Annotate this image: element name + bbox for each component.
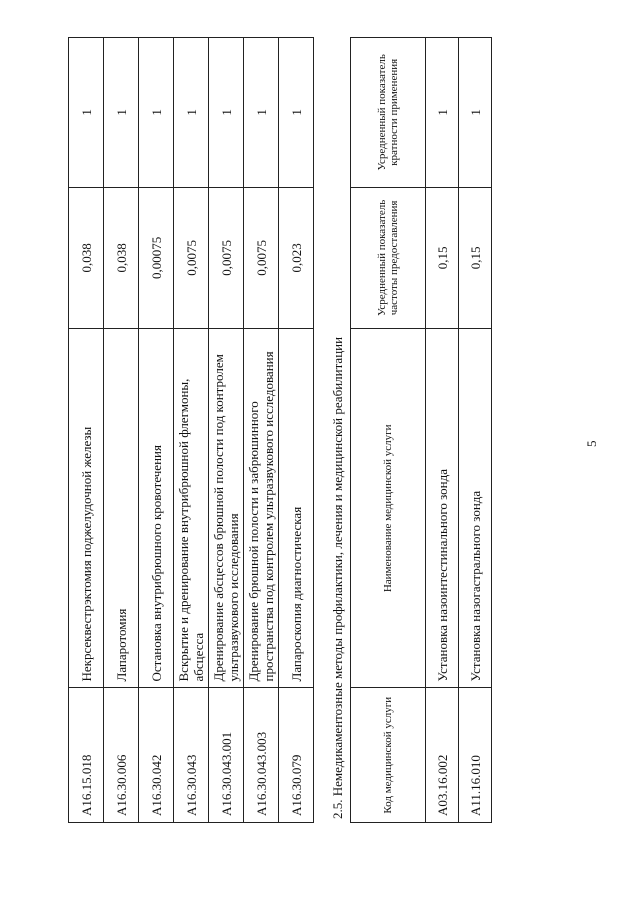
table-row	[104, 38, 139, 823]
service-name: Установка назоинтестинального зонда	[426, 329, 459, 688]
service-name: Дренирование брюшной полости и забрюшинного пространства под контролем ультразвукового исследования	[244, 329, 279, 688]
non-drug-methods-table	[350, 37, 492, 823]
service-code: A16.30.006	[104, 688, 139, 823]
frequency-value: 0,0075	[174, 187, 209, 329]
service-code: A03.16.002	[426, 688, 459, 823]
multiplicity-value: 1	[426, 38, 459, 188]
services-table-continued	[68, 37, 314, 823]
frequency-value: 0,15	[459, 187, 492, 329]
multiplicity-value: 1	[279, 38, 314, 188]
service-code: A16.30.043.003	[244, 688, 279, 823]
frequency-value: 0,038	[69, 187, 104, 329]
multiplicity-value: 1	[244, 38, 279, 188]
service-code: A16.30.043.001	[209, 688, 244, 823]
frequency-value: 0,15	[426, 187, 459, 329]
multiplicity-value: 1	[69, 38, 104, 188]
multiplicity-value: 1	[174, 38, 209, 188]
table-row	[244, 38, 279, 823]
frequency-value: 0,0075	[209, 187, 244, 329]
table-row	[174, 38, 209, 823]
frequency-value: 0,038	[104, 187, 139, 329]
multiplicity-value: 1	[209, 38, 244, 188]
table-row	[209, 38, 244, 823]
section-title: 2.5. Немедикаментозные методы профилактики, лечения и медицинской реабилитации	[330, 336, 345, 819]
service-name: Лапаротомия	[104, 329, 139, 688]
service-code: A16.30.079	[279, 688, 314, 823]
service-code: A16.30.042	[139, 688, 174, 823]
service-name: Некрсеквестрэктомия поджелудочной железы	[69, 329, 104, 688]
multiplicity-value: 1	[459, 38, 492, 188]
table-row	[459, 38, 492, 823]
table-row	[279, 38, 314, 823]
table-row	[69, 38, 104, 823]
table-row	[426, 38, 459, 823]
frequency-value: 0,0075	[244, 187, 279, 329]
frequency-value: 0,00075	[139, 187, 174, 329]
table-row	[139, 38, 174, 823]
service-name: Вскрытие и дренирование внутрибрюшной флегмоны, абсцесса	[174, 329, 209, 688]
service-name: Установка назогастрального зонда	[459, 329, 492, 688]
multiplicity-value: 1	[104, 38, 139, 188]
service-name: Остановка внутрибрюшного кровотечения	[139, 329, 174, 688]
table-header-row	[351, 38, 426, 823]
header-multiplicity: Усредненный показатель кратности применения	[351, 38, 426, 188]
service-code: A11.16.010	[459, 688, 492, 823]
header-name: Наименование медицинской услуги	[351, 329, 426, 688]
service-code: A16.15.018	[69, 688, 104, 823]
page-number: 5	[584, 440, 599, 447]
service-code: A16.30.043	[174, 688, 209, 823]
service-name: Лапароскопия диагностическая	[279, 329, 314, 688]
frequency-value: 0,023	[279, 187, 314, 329]
multiplicity-value: 1	[139, 38, 174, 188]
header-frequency: Усредненный показатель частоты предоставления	[351, 187, 426, 329]
header-code: Код медицинской услуги	[351, 688, 426, 823]
service-name: Дренирование абсцессов брюшной полости под контролем ультразвукового исследования	[209, 329, 244, 688]
